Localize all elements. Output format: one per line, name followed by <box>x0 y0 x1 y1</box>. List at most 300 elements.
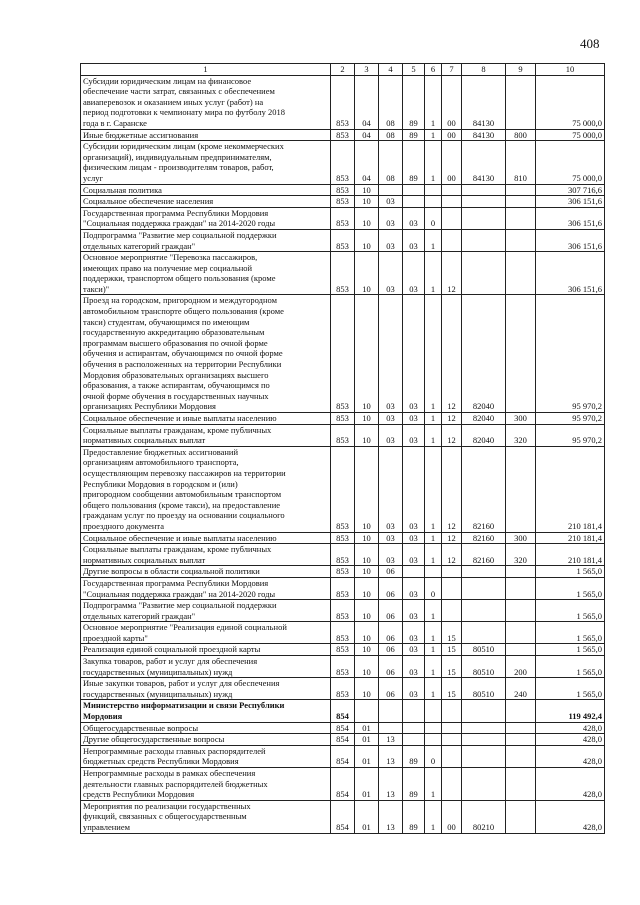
activity-code-cell: 00 <box>442 75 462 129</box>
subprogram-code-cell: 1 <box>425 544 442 566</box>
table-row <box>81 196 605 208</box>
expense-type-code-cell <box>506 800 536 833</box>
table-row <box>81 184 605 196</box>
amount-cell: 210 181,4 <box>536 544 605 566</box>
activity-code-cell: 12 <box>442 295 462 413</box>
subsection-code-cell: 13 <box>379 800 403 833</box>
subprogram-code-cell: 1 <box>425 678 442 700</box>
amount-cell: 95 970,2 <box>536 413 605 425</box>
table-row <box>81 229 605 251</box>
expense-type-code-cell: 320 <box>506 544 536 566</box>
subsection-code-cell: 06 <box>379 656 403 678</box>
activity-code-cell <box>442 184 462 196</box>
activity-code-cell: 00 <box>442 129 462 141</box>
subsection-code-cell: 06 <box>379 577 403 599</box>
subsection-code-cell: 03 <box>379 413 403 425</box>
ministry-code-cell: 853 <box>331 446 355 532</box>
table-row <box>81 600 605 622</box>
amount-cell: 210 181,4 <box>536 532 605 544</box>
direction-code-cell: 84130 <box>462 75 506 129</box>
subprogram-code-cell: 1 <box>425 141 442 184</box>
row-name-cell: Основное мероприятие "Реализация единой социальной проездной карты" <box>81 622 331 644</box>
table-row <box>81 800 605 833</box>
activity-code-cell <box>442 745 462 767</box>
activity-code-cell <box>442 734 462 746</box>
row-name-cell: Социальные выплаты гражданам, кроме публичных нормативных социальных выплат <box>81 544 331 566</box>
direction-code-cell: 80510 <box>462 656 506 678</box>
amount-cell: 75 000,0 <box>536 141 605 184</box>
table-row <box>81 446 605 532</box>
subprogram-code-cell: 1 <box>425 600 442 622</box>
ministry-code-cell: 853 <box>331 252 355 295</box>
activity-code-cell <box>442 768 462 801</box>
subsection-code-cell <box>379 722 403 734</box>
subsection-code-cell: 06 <box>379 566 403 578</box>
expense-type-code-cell: 300 <box>506 532 536 544</box>
row-name-cell: Подпрограмма "Развитие мер социальной поддержки отдельных категорий граждан" <box>81 600 331 622</box>
direction-code-cell <box>462 577 506 599</box>
direction-code-cell <box>462 252 506 295</box>
amount-cell: 1 565,0 <box>536 577 605 599</box>
activity-code-cell: 12 <box>442 446 462 532</box>
activity-code-cell <box>442 722 462 734</box>
program-code-cell <box>403 700 425 722</box>
ministry-code-cell: 853 <box>331 75 355 129</box>
ministry-code-cell: 854 <box>331 700 355 722</box>
amount-cell: 119 492,4 <box>536 700 605 722</box>
ministry-code-cell: 853 <box>331 184 355 196</box>
ministry-code-cell: 854 <box>331 734 355 746</box>
activity-code-cell: 00 <box>442 141 462 184</box>
activity-code-cell <box>442 700 462 722</box>
ministry-code-cell: 853 <box>331 207 355 229</box>
ministry-code-cell: 853 <box>331 622 355 644</box>
page-number: 408 <box>580 36 600 51</box>
column-header: 8 <box>462 64 506 76</box>
subprogram-code-cell: 1 <box>425 656 442 678</box>
expense-type-code-cell <box>506 196 536 208</box>
subprogram-code-cell: 1 <box>425 75 442 129</box>
row-name-cell: Иные бюджетные ассигнования <box>81 129 331 141</box>
table-row <box>81 252 605 295</box>
direction-code-cell <box>462 700 506 722</box>
row-name-cell: Основное мероприятие "Перевозка пассажиров, имеющих право на получение мер социальной поддержки, транспортом общего пользования (кроме такси)" <box>81 252 331 295</box>
subsection-code-cell: 06 <box>379 622 403 644</box>
expense-type-code-cell: 320 <box>506 424 536 446</box>
expense-type-code-cell <box>506 229 536 251</box>
amount-cell: 306 151,6 <box>536 252 605 295</box>
section-code-cell <box>355 700 379 722</box>
section-code-cell: 10 <box>355 678 379 700</box>
row-name-cell: Реализация единой социальной проездной карты <box>81 644 331 656</box>
subprogram-code-cell: 1 <box>425 252 442 295</box>
subprogram-code-cell: 1 <box>425 229 442 251</box>
ministry-code-cell: 853 <box>331 644 355 656</box>
activity-code-cell: 15 <box>442 644 462 656</box>
amount-cell: 1 565,0 <box>536 566 605 578</box>
activity-code-cell: 12 <box>442 532 462 544</box>
program-code-cell <box>403 734 425 746</box>
budget-table <box>80 63 605 834</box>
program-code-cell: 03 <box>403 656 425 678</box>
activity-code-cell: 12 <box>442 544 462 566</box>
subsection-code-cell <box>379 184 403 196</box>
subsection-code-cell: 13 <box>379 734 403 746</box>
table-row <box>81 656 605 678</box>
row-name-cell: Предоставление бюджетных ассигнований организациям автомобильного транспорта, осуществляющим перевозку пассажиров на территории Республики Мордовия в городском и (или) пригородном сообщении автомобильным транспортом общего пользования (кроме такси), на предоставление гражданам услуг по проезду на основании социального проездного документа <box>81 446 331 532</box>
section-code-cell: 10 <box>355 577 379 599</box>
ministry-code-cell: 854 <box>331 768 355 801</box>
activity-code-cell <box>442 566 462 578</box>
direction-code-cell <box>462 184 506 196</box>
subsection-code-cell: 08 <box>379 141 403 184</box>
subsection-code-cell: 03 <box>379 532 403 544</box>
table-body <box>81 75 605 833</box>
direction-code-cell <box>462 734 506 746</box>
row-name-cell: Социальные выплаты гражданам, кроме публичных нормативных социальных выплат <box>81 424 331 446</box>
amount-cell: 306 151,6 <box>536 229 605 251</box>
direction-code-cell <box>462 229 506 251</box>
subsection-code-cell: 13 <box>379 768 403 801</box>
program-code-cell <box>403 196 425 208</box>
expense-type-code-cell <box>506 207 536 229</box>
subprogram-code-cell: 1 <box>425 129 442 141</box>
activity-code-cell: 15 <box>442 656 462 678</box>
amount-cell: 428,0 <box>536 745 605 767</box>
expense-type-code-cell <box>506 446 536 532</box>
program-code-cell: 03 <box>403 644 425 656</box>
program-code-cell: 03 <box>403 446 425 532</box>
section-code-cell: 04 <box>355 75 379 129</box>
table-row <box>81 678 605 700</box>
direction-code-cell: 82160 <box>462 544 506 566</box>
program-code-cell: 03 <box>403 413 425 425</box>
section-code-cell: 01 <box>355 734 379 746</box>
row-name-cell: Непрограммные расходы в рамках обеспечения деятельности главных распорядителей бюджетных средств Республики Мордовия <box>81 768 331 801</box>
amount-cell: 428,0 <box>536 722 605 734</box>
program-code-cell: 89 <box>403 129 425 141</box>
amount-cell: 95 970,2 <box>536 295 605 413</box>
expense-type-code-cell: 300 <box>506 413 536 425</box>
table-row <box>81 700 605 722</box>
section-code-cell: 10 <box>355 532 379 544</box>
row-name-cell: Общегосударственные вопросы <box>81 722 331 734</box>
direction-code-cell: 84130 <box>462 129 506 141</box>
row-name-cell: Другие общегосударственные вопросы <box>81 734 331 746</box>
table-row <box>81 413 605 425</box>
table-row <box>81 129 605 141</box>
table-row <box>81 768 605 801</box>
subprogram-code-cell: 1 <box>425 295 442 413</box>
subsection-code-cell: 13 <box>379 745 403 767</box>
direction-code-cell: 82040 <box>462 424 506 446</box>
column-header: 10 <box>536 64 605 76</box>
program-code-cell <box>403 184 425 196</box>
subsection-code-cell: 06 <box>379 644 403 656</box>
activity-code-cell: 12 <box>442 424 462 446</box>
program-code-cell <box>403 566 425 578</box>
direction-code-cell <box>462 745 506 767</box>
program-code-cell: 03 <box>403 544 425 566</box>
ministry-code-cell: 853 <box>331 577 355 599</box>
expense-type-code-cell: 800 <box>506 129 536 141</box>
amount-cell: 1 565,0 <box>536 644 605 656</box>
section-code-cell: 10 <box>355 544 379 566</box>
table-row <box>81 566 605 578</box>
amount-cell: 1 565,0 <box>536 600 605 622</box>
section-code-cell: 10 <box>355 252 379 295</box>
section-code-cell: 01 <box>355 768 379 801</box>
expense-type-code-cell <box>506 75 536 129</box>
subprogram-code-cell <box>425 184 442 196</box>
subprogram-code-cell: 1 <box>425 532 442 544</box>
ministry-code-cell: 853 <box>331 229 355 251</box>
section-code-cell: 10 <box>355 656 379 678</box>
row-name-cell: Закупка товаров, работ и услуг для обеспечения государственных (муниципальных) нужд <box>81 656 331 678</box>
subsection-code-cell: 03 <box>379 229 403 251</box>
ministry-code-cell: 854 <box>331 745 355 767</box>
expense-type-code-cell: 200 <box>506 656 536 678</box>
subprogram-code-cell: 1 <box>425 800 442 833</box>
section-code-cell: 10 <box>355 600 379 622</box>
program-code-cell: 03 <box>403 295 425 413</box>
direction-code-cell <box>462 196 506 208</box>
section-code-cell: 10 <box>355 424 379 446</box>
program-code-cell: 03 <box>403 600 425 622</box>
subsection-code-cell: 03 <box>379 252 403 295</box>
direction-code-cell <box>462 207 506 229</box>
section-code-cell: 10 <box>355 644 379 656</box>
amount-cell: 1 565,0 <box>536 656 605 678</box>
section-code-cell: 01 <box>355 800 379 833</box>
table-row <box>81 295 605 413</box>
subsection-code-cell: 03 <box>379 207 403 229</box>
subsection-code-cell: 08 <box>379 75 403 129</box>
amount-cell: 428,0 <box>536 768 605 801</box>
subprogram-code-cell: 1 <box>425 768 442 801</box>
row-name-cell: Субсидии юридическим лицам на финансовое обеспечение части затрат, связанных с обеспечением авиаперевозок и оказанием иных услуг (работ) на период подготовки к чемпионату мира по футболу 2018 года в г. Саранске <box>81 75 331 129</box>
section-code-cell: 01 <box>355 722 379 734</box>
section-code-cell: 10 <box>355 196 379 208</box>
section-code-cell: 04 <box>355 129 379 141</box>
table-row <box>81 745 605 767</box>
program-code-cell: 89 <box>403 768 425 801</box>
subprogram-code-cell <box>425 700 442 722</box>
section-code-cell: 10 <box>355 413 379 425</box>
expense-type-code-cell <box>506 745 536 767</box>
column-header: 6 <box>425 64 442 76</box>
ministry-code-cell: 853 <box>331 413 355 425</box>
amount-cell: 75 000,0 <box>536 129 605 141</box>
subprogram-code-cell <box>425 196 442 208</box>
activity-code-cell: 15 <box>442 622 462 644</box>
table-row <box>81 577 605 599</box>
direction-code-cell: 82040 <box>462 413 506 425</box>
row-name-cell: Мероприятия по реализации государственных функций, связанных с общегосударственным управлением <box>81 800 331 833</box>
section-code-cell: 10 <box>355 622 379 644</box>
ministry-code-cell: 853 <box>331 566 355 578</box>
program-code-cell: 03 <box>403 424 425 446</box>
section-code-cell: 10 <box>355 295 379 413</box>
table-row <box>81 622 605 644</box>
section-code-cell: 01 <box>355 745 379 767</box>
program-code-cell <box>403 722 425 734</box>
table-row <box>81 75 605 129</box>
column-header: 4 <box>379 64 403 76</box>
amount-cell: 306 151,6 <box>536 196 605 208</box>
ministry-code-cell: 853 <box>331 544 355 566</box>
amount-cell: 210 181,4 <box>536 446 605 532</box>
expense-type-code-cell: 810 <box>506 141 536 184</box>
row-name-cell: Социальное обеспечение и иные выплаты населению <box>81 532 331 544</box>
row-name-cell: Социальное обеспечение населения <box>81 196 331 208</box>
amount-cell: 306 151,6 <box>536 207 605 229</box>
table-row <box>81 644 605 656</box>
ministry-code-cell: 853 <box>331 129 355 141</box>
subsection-code-cell: 08 <box>379 129 403 141</box>
program-code-cell: 89 <box>403 75 425 129</box>
row-name-cell: Социальная политика <box>81 184 331 196</box>
amount-cell: 1 565,0 <box>536 622 605 644</box>
activity-code-cell <box>442 577 462 599</box>
expense-type-code-cell <box>506 252 536 295</box>
subsection-code-cell: 03 <box>379 424 403 446</box>
column-header: 2 <box>331 64 355 76</box>
activity-code-cell: 15 <box>442 678 462 700</box>
expense-type-code-cell <box>506 734 536 746</box>
subsection-code-cell: 06 <box>379 678 403 700</box>
direction-code-cell: 80510 <box>462 644 506 656</box>
subsection-code-cell <box>379 700 403 722</box>
direction-code-cell <box>462 622 506 644</box>
subprogram-code-cell: 0 <box>425 207 442 229</box>
table-row <box>81 424 605 446</box>
subprogram-code-cell <box>425 722 442 734</box>
expense-type-code-cell: 240 <box>506 678 536 700</box>
subprogram-code-cell <box>425 734 442 746</box>
subprogram-code-cell: 1 <box>425 413 442 425</box>
direction-code-cell: 82160 <box>462 446 506 532</box>
row-name-cell: Подпрограмма "Развитие мер социальной поддержки отдельных категорий граждан" <box>81 229 331 251</box>
direction-code-cell <box>462 600 506 622</box>
table-row <box>81 734 605 746</box>
column-header: 7 <box>442 64 462 76</box>
program-code-cell: 03 <box>403 577 425 599</box>
subsection-code-cell: 06 <box>379 600 403 622</box>
direction-code-cell <box>462 722 506 734</box>
activity-code-cell <box>442 196 462 208</box>
ministry-code-cell: 854 <box>331 722 355 734</box>
program-code-cell: 89 <box>403 745 425 767</box>
amount-cell: 75 000,0 <box>536 75 605 129</box>
subprogram-code-cell: 1 <box>425 424 442 446</box>
table-row <box>81 207 605 229</box>
subsection-code-cell: 03 <box>379 295 403 413</box>
ministry-code-cell: 853 <box>331 196 355 208</box>
expense-type-code-cell <box>506 577 536 599</box>
program-code-cell: 03 <box>403 622 425 644</box>
section-code-cell: 10 <box>355 184 379 196</box>
activity-code-cell <box>442 229 462 251</box>
direction-code-cell <box>462 566 506 578</box>
amount-cell: 95 970,2 <box>536 424 605 446</box>
activity-code-cell: 12 <box>442 413 462 425</box>
program-code-cell: 03 <box>403 532 425 544</box>
section-code-cell: 10 <box>355 446 379 532</box>
expense-type-code-cell <box>506 768 536 801</box>
subprogram-code-cell: 0 <box>425 745 442 767</box>
section-code-cell: 10 <box>355 566 379 578</box>
program-code-cell: 03 <box>403 252 425 295</box>
direction-code-cell: 80510 <box>462 678 506 700</box>
column-header: 9 <box>506 64 536 76</box>
program-code-cell: 03 <box>403 207 425 229</box>
ministry-code-cell: 853 <box>331 295 355 413</box>
ministry-code-cell: 853 <box>331 532 355 544</box>
subsection-code-cell: 03 <box>379 446 403 532</box>
row-name-cell: Министерство информатизации и связи Республики Мордовия <box>81 700 331 722</box>
activity-code-cell: 00 <box>442 800 462 833</box>
row-name-cell: Социальное обеспечение и иные выплаты населению <box>81 413 331 425</box>
row-name-cell: Иные закупки товаров, работ и услуг для обеспечения государственных (муниципальных) нужд <box>81 678 331 700</box>
section-code-cell: 04 <box>355 141 379 184</box>
direction-code-cell: 84130 <box>462 141 506 184</box>
section-code-cell: 10 <box>355 229 379 251</box>
subprogram-code-cell: 1 <box>425 446 442 532</box>
column-header: 5 <box>403 64 425 76</box>
row-name-cell: Государственная программа Республики Мордовия "Социальная поддержка граждан" на 2014-2020 годы <box>81 577 331 599</box>
expense-type-code-cell <box>506 700 536 722</box>
subsection-code-cell: 03 <box>379 544 403 566</box>
direction-code-cell: 80210 <box>462 800 506 833</box>
amount-cell: 1 565,0 <box>536 678 605 700</box>
ministry-code-cell: 853 <box>331 656 355 678</box>
expense-type-code-cell <box>506 622 536 644</box>
expense-type-code-cell <box>506 566 536 578</box>
row-name-cell: Другие вопросы в области социальной политики <box>81 566 331 578</box>
expense-type-code-cell <box>506 644 536 656</box>
subprogram-code-cell <box>425 566 442 578</box>
program-code-cell: 03 <box>403 229 425 251</box>
ministry-code-cell: 853 <box>331 424 355 446</box>
table-row <box>81 532 605 544</box>
column-header: 3 <box>355 64 379 76</box>
table-row <box>81 722 605 734</box>
subprogram-code-cell: 1 <box>425 622 442 644</box>
expense-type-code-cell <box>506 722 536 734</box>
amount-cell: 428,0 <box>536 734 605 746</box>
amount-cell: 307 716,6 <box>536 184 605 196</box>
ministry-code-cell: 853 <box>331 678 355 700</box>
row-name-cell: Государственная программа Республики Мордовия "Социальная поддержка граждан" на 2014-2020 годы <box>81 207 331 229</box>
column-header: 1 <box>81 64 331 76</box>
row-name-cell: Непрограммные расходы главных распорядителей бюджетных средств Республики Мордовия <box>81 745 331 767</box>
direction-code-cell: 82040 <box>462 295 506 413</box>
activity-code-cell: 12 <box>442 252 462 295</box>
ministry-code-cell: 854 <box>331 800 355 833</box>
amount-cell: 428,0 <box>536 800 605 833</box>
activity-code-cell <box>442 207 462 229</box>
direction-code-cell: 82160 <box>462 532 506 544</box>
table-row <box>81 141 605 184</box>
subsection-code-cell: 03 <box>379 196 403 208</box>
subprogram-code-cell: 1 <box>425 644 442 656</box>
expense-type-code-cell <box>506 600 536 622</box>
header-row <box>81 64 605 76</box>
ministry-code-cell: 853 <box>331 141 355 184</box>
program-code-cell: 03 <box>403 678 425 700</box>
subprogram-code-cell: 0 <box>425 577 442 599</box>
